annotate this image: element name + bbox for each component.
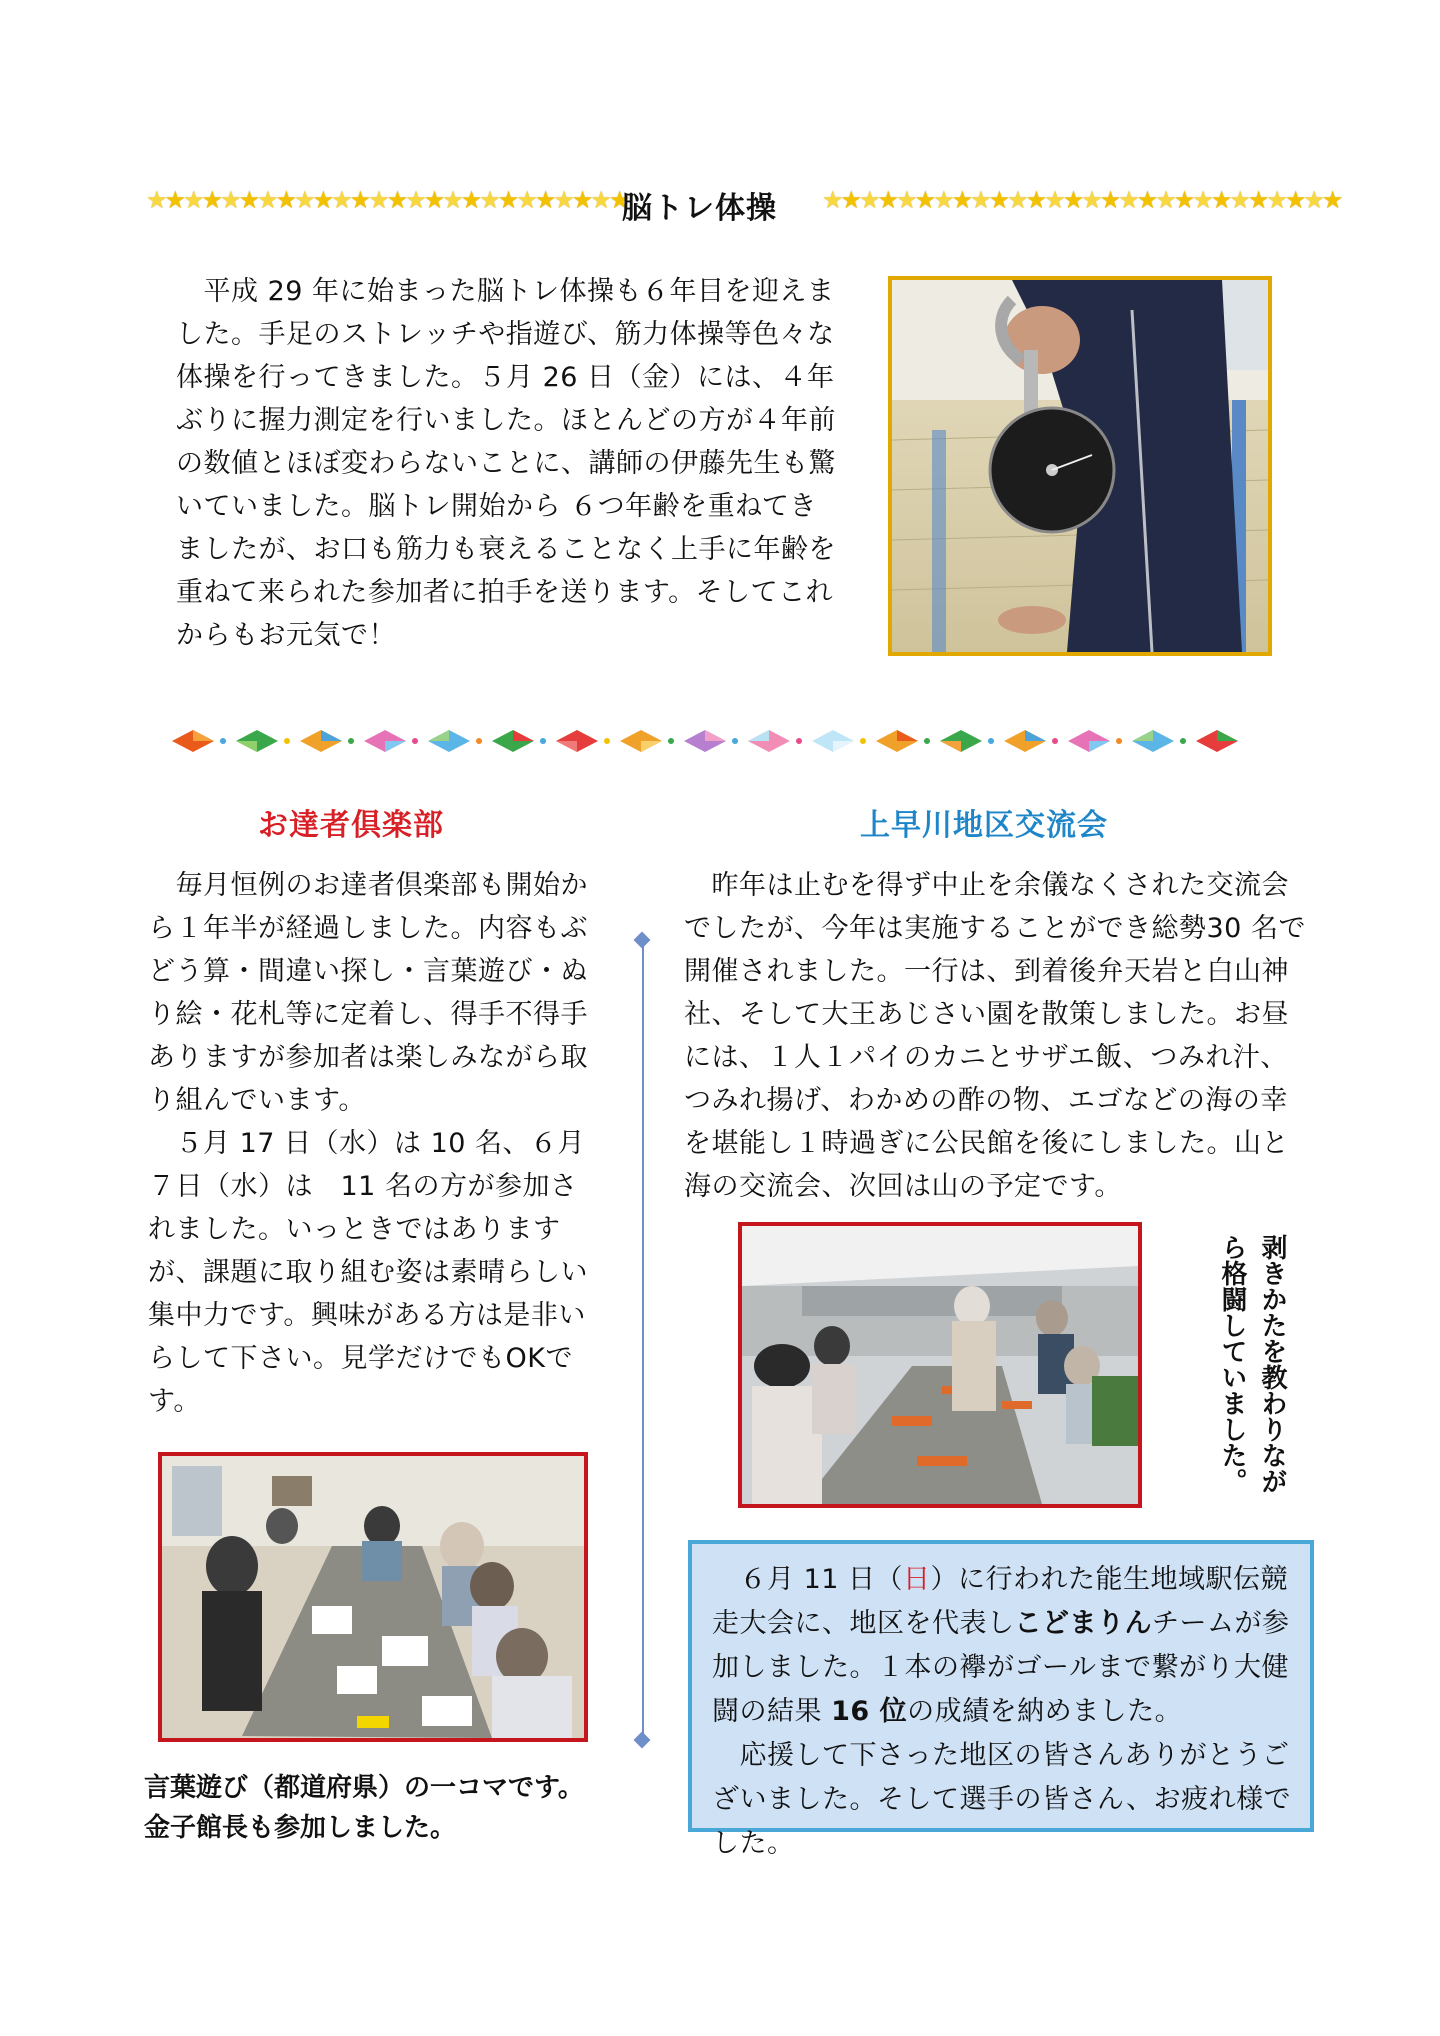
- section-title-otassha-club: お達者倶楽部: [258, 808, 444, 843]
- info-rank: 16 位: [831, 1696, 908, 1727]
- divider-bottom-diamond: [634, 1732, 651, 1749]
- word-game-caption: [144, 1768, 584, 1848]
- info-line-2: チームが参加しました。１本の襷がゴールまで繋がり大健闘の結果: [712, 1608, 1290, 1727]
- divider-top-diamond: [634, 932, 651, 949]
- grip-strength-photo: [888, 276, 1272, 656]
- otassha-club-paragraph-2: ５月 17 日（水）は 10 名、６月７日（水）は 11 名の方が参加されました。いっときではありますが、課題に取り組む姿は素晴らしい集中力です。興味がある方は是非いらして下さい。見学だけでもOKです。: [148, 1128, 588, 1417]
- info-line-1-post: ）に行われた能生地域駅伝競走大会に、地区を代表し: [712, 1564, 1289, 1639]
- info-line-4: 応援して下さった地区の皆さんありがとうございました。そして選手の皆さん、お疲れ様でした。: [712, 1740, 1292, 1859]
- star-border-right: ★★★★★★★★★★★★★★★★★★★★★★★★★★★★: [822, 186, 1341, 214]
- vertical-caption-column-1: 剥きかたを教わりなが: [1257, 1234, 1287, 1494]
- crab-photo-vertical-caption: [1192, 1234, 1292, 1534]
- ekiden-info-text: [712, 1558, 1292, 1866]
- info-day-sunday: 日: [903, 1564, 931, 1595]
- info-line-3: の成績を納めました。: [907, 1696, 1183, 1727]
- ekiden-info-box: [688, 1540, 1314, 1859]
- crab-lunch-photo: [738, 1222, 1142, 1508]
- word-game-caption-line-1: 言葉遊び（都道府県）の一コマです。: [144, 1773, 584, 1803]
- info-team-name: こどまりん: [1014, 1608, 1152, 1639]
- diamond-divider: [172, 728, 1260, 754]
- column-divider-line: [642, 940, 644, 1740]
- vertical-caption-column-2: ら格闘していました。: [1217, 1234, 1247, 1494]
- section-title-brain-training: 脳トレ体操: [622, 191, 777, 226]
- exchange-paragraph: 昨年は止むを得ず中止を余儀なくされた交流会でしたが、今年は実施することができ総勢30 名で開催されました。一行は、到着後弁天岩と白山神社、そして大王あじさい園を散策しました。お昼には、１人１パイのカニとサザエ飯、つみれ汁、つみれ揚げ、わかめの酢の物、エゴなどの海の幸を堪能し１時過ぎに公民館を後にしました。山と海の交流会、次回は山の予定です。: [684, 870, 1306, 1202]
- brain-training-paragraph: 平成 29 年に始まった脳トレ体操も６年目を迎えました。手足のストレッチや指遊び、筋力体操等色々な体操を行ってきました。５月 26 日（金）には、４年ぶりに握力測定を行いました。ほとんどの方が４年前の数値とほぼ変わらないことに、講師の伊藤先生も驚いていました。脳トレ開始から ６つ年齢を重ねてきましたが、お口も筋力も衰えることなく上手に年齢を重ねて来られた参加者に拍手を送ります。そしてこれからもお元気で！: [176, 276, 836, 651]
- word-game-caption-line-2: 金子館長も参加しました。: [144, 1813, 457, 1843]
- star-border-left: ★★★★★★★★★★★★★★★★★★★★★★★★★★: [146, 186, 628, 214]
- word-game-photo: [158, 1452, 588, 1742]
- section-title-kamihayakawa-exchange: 上早川地区交流会: [860, 808, 1108, 843]
- otassha-club-paragraph-1: 毎月恒例のお達者倶楽部も開始から１年半が経過しました。内容もぶどう算・間違い探し・言葉遊び・ぬり絵・花札等に定着し、得手不得手ありますが参加者は楽しみながら取り組んでいます。: [148, 870, 588, 1116]
- info-line-1-pre: ６月 11 日（: [712, 1564, 904, 1595]
